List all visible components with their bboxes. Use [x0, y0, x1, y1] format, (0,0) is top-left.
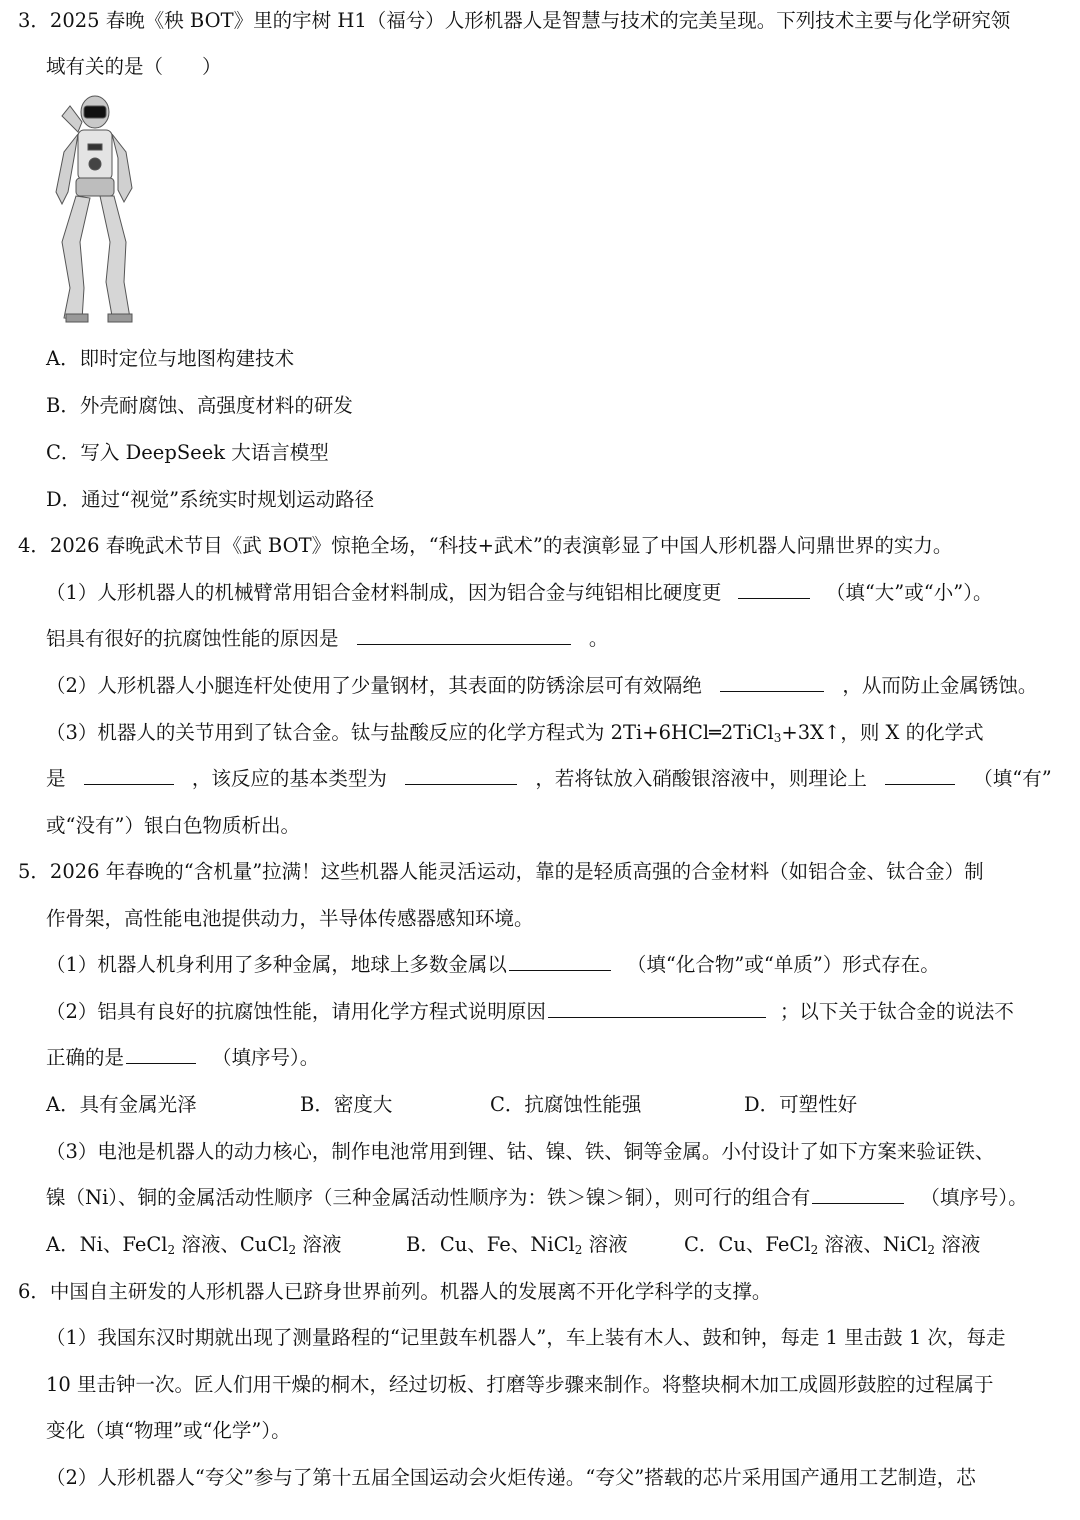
- q5-part1-line: [46, 952, 940, 978]
- q5-part2-text-c: 正确的是: [46, 1046, 125, 1069]
- q5-part3-line2: [46, 1185, 1028, 1211]
- q4-blank-isolate[interactable]: [720, 673, 824, 692]
- q5-option-a: A．具有金属光泽: [46, 1093, 197, 1116]
- q5-blank-combination[interactable]: [812, 1185, 904, 1204]
- q4-part1-text-a: （1）人形机器人的机械臂常用铝合金材料制成，因为铝合金与纯铝相比硬度更: [46, 581, 722, 604]
- q5-combo-a-text1: A．Ni、FeCl: [46, 1233, 168, 1256]
- q5-stem-line1: 5．2026 年春晚的“含机量”拉满！这些机器人能灵活运动，靠的是轻质高强的合金材料（如铝合金、钛合金）制: [18, 860, 984, 883]
- q5-part2-text-b: ；以下关于钛合金的说法不: [779, 1000, 1014, 1023]
- q4-stem: 4．2026 春晚武术节目《武 BOT》惊艳全场，“科技+武术”的表演彰显了中国人形机器人问鼎世界的实力。: [18, 534, 953, 557]
- q5-part2-line1: [46, 999, 1014, 1025]
- q3-option-d: D．通过“视觉”系统实时规划运动路径: [46, 488, 375, 511]
- q5-combo-c-sub1: 2: [810, 1243, 819, 1257]
- q6-part1-line3: 变化（填“物理”或“化学”）。: [46, 1419, 291, 1442]
- q4-part2-text-b: ，从而防止金属锈蚀。: [842, 674, 1038, 697]
- q4-part2-text-a: （2）人形机器人小腿连杆处使用了少量钢材，其表面的防锈涂层可有效隔绝: [46, 674, 702, 697]
- q5-part3-text-b: 镍（Ni）、铜的金属活动性顺序（三种金属活动性顺序为：铁＞镍＞铜），则可行的组合有: [46, 1186, 811, 1209]
- q5-part3-text-c: （填序号）。: [920, 1186, 1028, 1209]
- q4-part1-line1: [46, 580, 992, 606]
- q5-part3-line1: （3）电池是机器人的动力核心，制作电池常用到锂、钴、镍、铁、铜等金属。小付设计了如下方案来验证铁、: [46, 1140, 995, 1163]
- q5-option-d: D．可塑性好: [744, 1093, 858, 1116]
- q4-part1-line2: [46, 626, 608, 652]
- q4-part3-subscript: 3: [773, 731, 782, 745]
- q4-part3-text-c: 是: [46, 767, 66, 790]
- q5-combo-b-text1: B．Cu、Fe、NiCl: [406, 1233, 575, 1256]
- q4-part3-text-e: ，若将钛放入硝酸银溶液中，则理论上: [535, 767, 867, 790]
- q5-combo-c: [684, 1232, 980, 1258]
- q5-part2-line2: [46, 1045, 319, 1071]
- q4-part2-line: [46, 673, 1037, 699]
- q4-part3-text-f: （填“有”: [973, 767, 1052, 790]
- q5-combo-b: [406, 1232, 628, 1258]
- q5-combo-c-text1: C．Cu、FeCl: [684, 1233, 811, 1256]
- q5-combo-b-text2: 溶液: [582, 1233, 628, 1256]
- q5-blank-incorrect-option[interactable]: [126, 1045, 196, 1064]
- q6-stem: 6．中国自主研发的人形机器人已跻身世界前列。机器人的发展离不开化学科学的支撑。: [18, 1280, 772, 1303]
- q4-part3-text-b: +3X↑，则 X 的化学式: [781, 721, 984, 744]
- q4-part3-line1: [46, 720, 984, 746]
- q5-blank-equation[interactable]: [548, 999, 766, 1018]
- q5-combo-c-sub2: 2: [927, 1243, 935, 1257]
- q4-part3-text-a: （3）机器人的关节用到了钛合金。钛与盐酸反应的化学方程式为 2Ti+6HCl═2TiCl: [46, 721, 774, 744]
- q5-combo-a-text2: 溶液、CuCl: [175, 1233, 289, 1256]
- q3-option-a: A．即时定位与地图构建技术: [46, 347, 295, 370]
- q5-part2-text-d: （填序号）。: [212, 1046, 320, 1069]
- q5-option-c: C．抗腐蚀性能强: [490, 1093, 642, 1116]
- q4-part3-text-d: ，该反应的基本类型为: [191, 767, 387, 790]
- q3-stem-line1: 3．2025 春晚《秧 BOT》里的宇树 H1（福兮）人形机器人是智慧与技术的完美呈现。下列技术主要与化学研究领: [18, 9, 1011, 32]
- q5-part2-text-a: （2）铝具有良好的抗腐蚀性能，请用化学方程式说明原因: [46, 1000, 546, 1023]
- q6-part2-line1: （2）人形机器人“夸父”参与了第十五届全国运动会火炬传递。“夸父”搭载的芯片采用国产通用工艺制造，芯: [46, 1466, 976, 1489]
- q5-combo-c-text2: 溶液、NiCl: [818, 1233, 928, 1256]
- q5-combo-c-text3: 溶液: [935, 1233, 981, 1256]
- q6-part1-line2: 10 里击钟一次。匠人们用干燥的桐木，经过切板、打磨等步骤来制作。将整块桐木加工成圆形鼓腔的过程属于: [46, 1373, 994, 1396]
- q5-combo-a-text3: 溶液: [296, 1233, 342, 1256]
- q5-combo-a-sub2: 2: [288, 1243, 297, 1257]
- q4-part3-line2: [46, 766, 1052, 792]
- q5-combo-a: [46, 1232, 341, 1258]
- q3-option-c: C．写入 DeepSeek 大语言模型: [46, 441, 329, 464]
- q4-blank-corrosion-reason[interactable]: [357, 626, 571, 645]
- q4-blank-reaction-type[interactable]: [405, 766, 517, 785]
- q4-part1-text-b: （填“大”或“小”）。: [825, 581, 993, 604]
- q3-option-b: B．外壳耐腐蚀、高强度材料的研发: [46, 394, 353, 417]
- q5-stem-line2: 作骨架，高性能电池提供动力，半导体传感器感知环境。: [46, 907, 534, 930]
- q5-blank-metal-form[interactable]: [509, 952, 611, 971]
- q5-part1-text-b: （填“化合物”或“单质”）形式存在。: [626, 953, 940, 976]
- q4-blank-hardness[interactable]: [738, 580, 810, 599]
- q5-part1-text-a: （1）机器人机身利用了多种金属，地球上多数金属以: [46, 953, 507, 976]
- q6-part1-line1: （1）我国东汉时期就出现了测量路程的“记里鼓车机器人”，车上装有木人、鼓和钟，每走 1 里击鼓 1 次，每走: [46, 1326, 1006, 1349]
- q4-part1-text-c: 铝具有很好的抗腐蚀性能的原因是: [46, 627, 339, 650]
- q3-stem-line2: 域有关的是（ ）: [46, 55, 222, 78]
- q4-part3-line3: 或“没有”）银白色物质析出。: [46, 814, 300, 837]
- humanoid-robot-image: [40, 92, 150, 330]
- q5-combo-a-sub1: 2: [167, 1243, 176, 1257]
- q4-blank-formula-x[interactable]: [84, 766, 174, 785]
- q5-option-b: B．密度大: [300, 1093, 393, 1116]
- q5-combo-b-sub1: 2: [574, 1243, 583, 1257]
- q4-part1-text-d: 。: [588, 627, 609, 650]
- q4-blank-silver[interactable]: [885, 766, 955, 785]
